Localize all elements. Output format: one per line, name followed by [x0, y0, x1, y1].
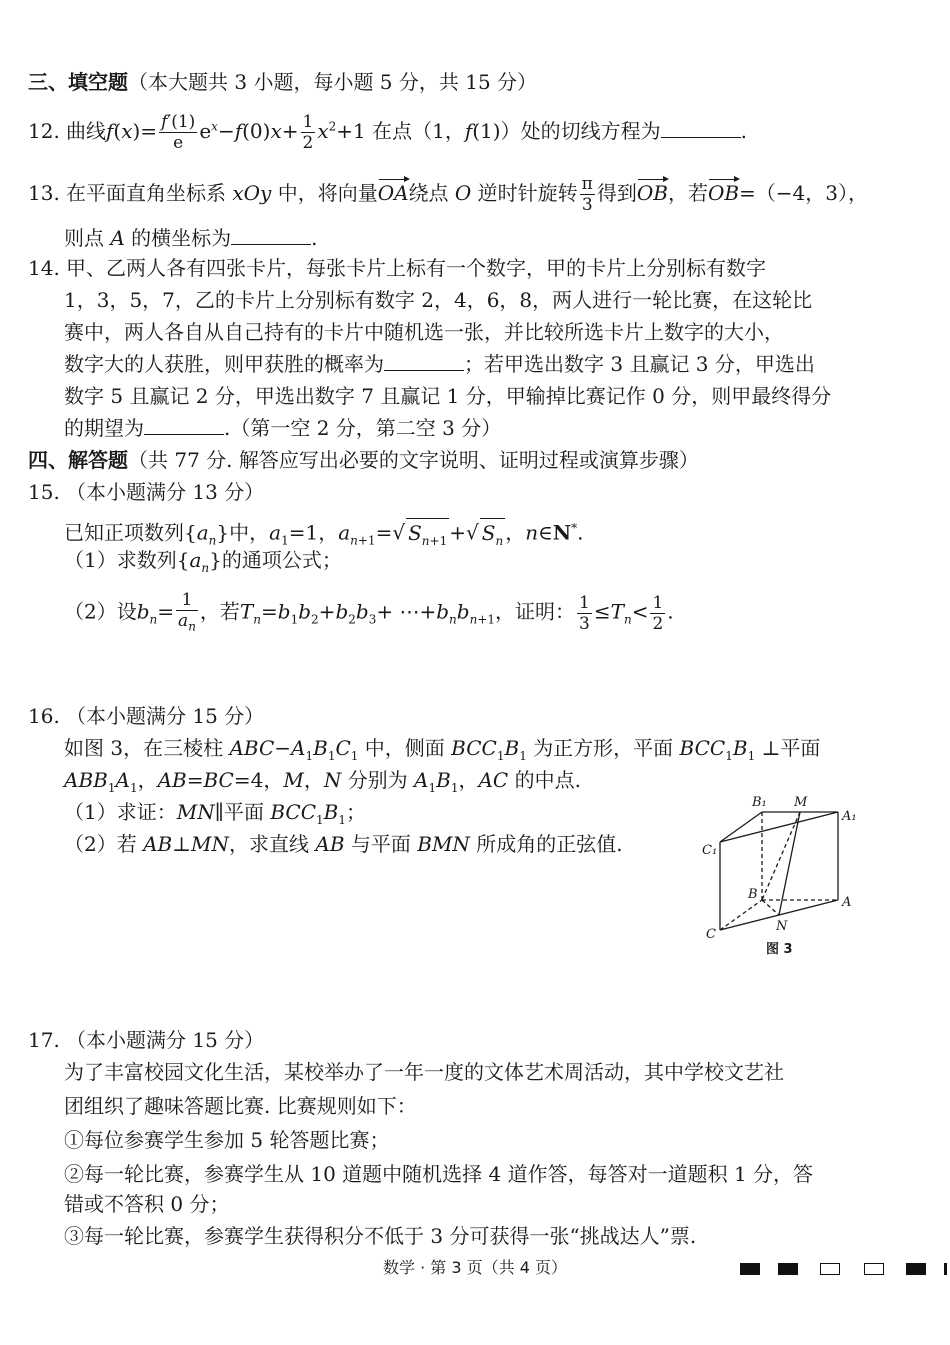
question-13-line2: 则点 A 的横坐标为 . [64, 226, 318, 250]
q16-text: 平面 [223, 800, 264, 824]
q14-text: 的期望为 [64, 416, 144, 440]
q15-text: 中， [229, 520, 270, 545]
question-16-part2: （2）若 AB⊥MN，求直线 AB 与平面 BMN 所成角的正弦值. [64, 832, 623, 856]
fraction: $\frac{1}{2}$ [302, 112, 314, 153]
vector-ob: OB [636, 181, 668, 205]
q13-text: ，若 [667, 181, 708, 205]
q12-text: 曲线 [66, 119, 106, 143]
q12-text: . [740, 119, 747, 143]
registration-mark [820, 1263, 840, 1275]
q13-text: 得到 [596, 181, 637, 205]
question-15-stem: 已知正项数列$\{a_n\}$中，$a_1=1$，$a_{n+1}=√$ $S_{n+1}$ +√ $S_n$ ，n∈N*. [64, 514, 584, 555]
question-15-part2: （2）设$b_n=$ $\frac{1}{a_n}$ ，若$T_n=b_1b_2+b_2b_3+$ $\cdots+b_nb_{n+1}$，证明： $\frac{1}{3}$ $\le T_n<$ $\frac{1}{2}$ . [64, 590, 674, 636]
fig-label-m: M [794, 795, 808, 810]
question-17-rule1: ①每位参赛学生参加 5 轮答题比赛； [64, 1128, 390, 1152]
question-16-head [28, 702, 264, 730]
q13-text: . [311, 226, 318, 250]
q16-text: 与平面 [350, 832, 411, 856]
question-number: 14. [28, 256, 60, 280]
fig-label-b1: B₁ [752, 795, 767, 810]
question-14-line5: 数字 5 且赢记 2 分，甲选出数字 7 且赢记 1 分，甲输掉比赛记作 0 分，则甲最终得分 [64, 384, 832, 408]
question-15-head [28, 478, 264, 506]
fraction: $\frac{1}{3}$ [579, 592, 590, 634]
section-title: 四、解答题 [28, 448, 128, 472]
question-12: 12. 曲线f(x)= $\frac{f'(1)}{e}$ $e^x-f(0)x+$ $\frac{1}{2}$ $x^2+1$ 在点（1，f(1)）处的切线方程为 . [28, 112, 747, 153]
q14-text: 数字大的人获胜，则甲获胜的概率为 [64, 352, 384, 376]
q12-text: 在点（1， [372, 119, 465, 143]
question-14-line2: 1，3，5，7，乙的卡片上分别标有数字 2，4，6，8，两人进行一轮比赛，在这轮比 [64, 288, 813, 312]
fraction: $\frac{\pi}{3}$ [581, 174, 593, 215]
q16-text: ， [263, 768, 284, 792]
q13-text: 则点 [64, 226, 104, 250]
section-heading-fill-in [28, 68, 537, 96]
registration-mark [906, 1263, 926, 1275]
q12-text: ）处的切线方程为 [500, 119, 661, 143]
answer-blank[interactable] [384, 352, 464, 371]
q15-text: （2）设 [64, 599, 137, 624]
section-note: （共 77 分. 解答应写出必要的文字说明、证明过程或演算步骤） [128, 448, 699, 472]
q14-text: 甲、乙两人各有四张卡片，每张卡片上标有一个数字，甲的卡片上分别标有数字 [66, 256, 766, 280]
q15-text: 的通项公式； [221, 548, 342, 572]
question-17-rule3: ③每一轮比赛，参赛学生获得积分不低于 3 分可获得一张“挑战达人”票. [64, 1224, 697, 1248]
question-15-part1: （1）求数列$\{a_n\}$的通项公式； [64, 548, 342, 575]
question-17-line1: 为了丰富校园文化生活，某校举办了一年一度的文体艺术周活动，其中学校文艺社 [64, 1060, 784, 1084]
q13-text: =（−4，3）， [739, 181, 869, 205]
q14-text: .（第一空 2 分，第二空 3 分） [224, 416, 502, 440]
fig-label-a: A [842, 895, 852, 910]
fig-label-c1: C₁ [702, 843, 718, 858]
question-16-line2: $ABB_1A_1$，AB=BC=4，M，N 分别为 $A_1B_1$，AC 的中点. [64, 768, 581, 795]
question-13: 13. 在平面直角坐标系 xOy 中，将向量OA绕点 O 逆时针旋转 $\frac{\pi}{3}$ 得到OB，若OB=（−4，3）， [28, 174, 869, 215]
answer-blank[interactable] [231, 226, 311, 245]
question-14-line6 [64, 414, 501, 442]
q16-text: ，求直线 [229, 832, 310, 856]
question-number: 13. [28, 181, 60, 205]
question-number: 16. [28, 704, 60, 728]
q16-text: ⊥平面 [761, 736, 821, 760]
question-16-line1: 如图 3，在三棱柱 $ABC-A_1B_1C_1$ 中，侧面 $BCC_1B_1$ 为正方形，平面 $BCC_1B_1$ ⊥平面 [64, 736, 821, 763]
section-note: （本大题共 3 小题，每小题 5 分，共 15 分） [128, 70, 538, 94]
question-14-line3: 赛中，两人各自从自己持有的卡片中随机选一张，并比较所选卡片上数字的大小， [64, 320, 784, 344]
q15-text: （1）求数列 [64, 548, 177, 572]
figure-caption: 图 3 [766, 942, 793, 957]
section-heading-answers [28, 446, 699, 474]
answer-blank[interactable] [144, 416, 224, 435]
question-17-line2: 团组织了趣味答题比赛. 比赛规则如下： [64, 1094, 417, 1118]
q16-text: （2）若 [64, 832, 137, 856]
q14-text: ；若甲选出数字 3 且赢记 3 分，甲选出 [464, 352, 815, 376]
score-note: （本小题满分 13 分） [66, 480, 265, 504]
question-17-head [28, 1026, 264, 1054]
fig-label-b: B [748, 887, 758, 902]
q16-text: 中，侧面 [364, 736, 445, 760]
prism-figure [700, 790, 870, 960]
vector-oa: OA [377, 181, 409, 205]
registration-marks [740, 1263, 950, 1277]
fig-label-c: C [706, 927, 716, 942]
q16-text: 如图 3，在三棱柱 [64, 736, 224, 760]
question-14-line4 [64, 350, 815, 378]
q13-text: 逆时针旋转 [477, 181, 578, 205]
q16-text: 分别为 [347, 768, 408, 792]
registration-mark [740, 1263, 760, 1275]
question-number: 17. [28, 1028, 60, 1052]
q16-text: 为正方形，平面 [533, 736, 674, 760]
registration-mark [778, 1263, 798, 1275]
score-note: （本小题满分 15 分） [66, 1028, 265, 1052]
q15-text: ，若 [199, 599, 240, 624]
q16-text: 的中点. [514, 768, 581, 792]
question-number: 15. [28, 480, 60, 504]
page-footer: 数学 · 第 3 页（共 4 页） [383, 1258, 567, 1277]
question-14-line1 [28, 254, 766, 282]
q13-text: 的横坐标为 [131, 226, 232, 250]
answer-blank[interactable] [661, 119, 741, 138]
q15-text: 已知正项数列 [64, 520, 184, 545]
fig-label-a1: A₁ [842, 809, 857, 824]
q13-text: 绕点 [408, 181, 449, 205]
question-17-rule2: ②每一轮比赛，参赛学生从 10 道题中随机选择 4 道作答，每答对一道题积 1 分，答 [64, 1162, 814, 1186]
q16-text: （1）求证： [64, 800, 177, 824]
fraction: $\frac{1}{2}$ [652, 592, 664, 634]
score-note: （本小题满分 15 分） [66, 704, 265, 728]
q13-text: 在平面直角坐标系 [66, 181, 226, 205]
fig-label-n: N [776, 919, 788, 934]
registration-mark [864, 1263, 884, 1275]
fraction: $\frac{1}{a_n}$ [178, 590, 196, 634]
question-number: 12. [28, 119, 60, 143]
fraction: $\frac{f'(1)}{e}$ [161, 112, 196, 153]
question-16-part1: （1）求证：MN∥平面 $BCC_1B_1$； [64, 800, 366, 827]
vector-ob: OB [707, 181, 740, 205]
q13-text: 中，将向量 [277, 181, 378, 205]
q16-text: 所成角的正弦值. [476, 832, 623, 856]
registration-mark [944, 1263, 947, 1275]
section-title: 三、填空题 [28, 70, 128, 94]
question-17-rule2-cont: 错或不答积 0 分； [64, 1192, 230, 1216]
q15-text: ，证明： [495, 599, 576, 624]
